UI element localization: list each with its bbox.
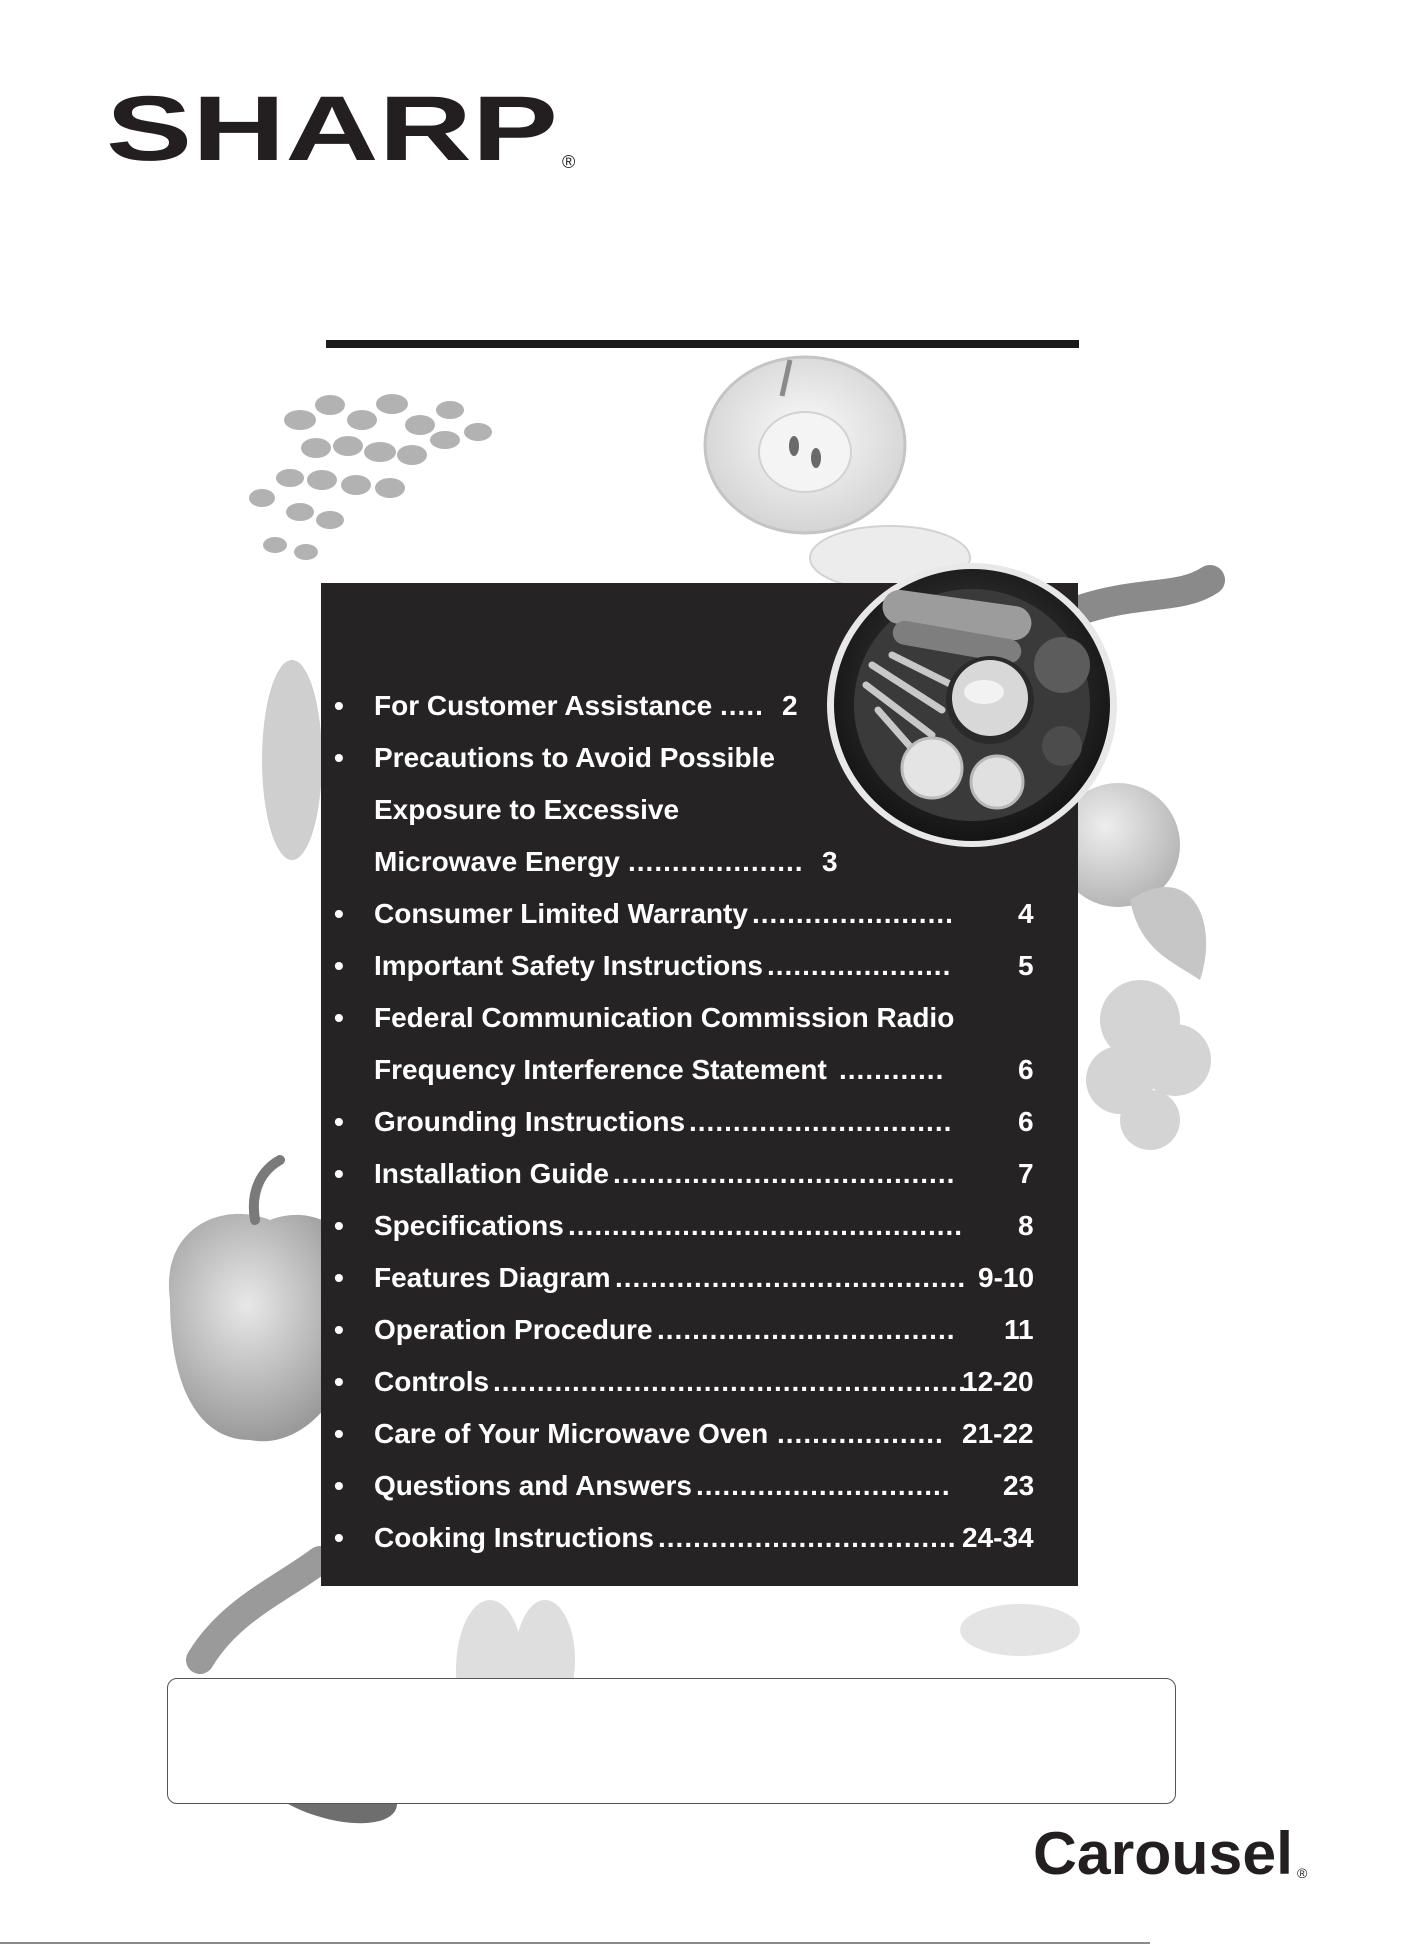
toc-page-number: 8 (1018, 1210, 1034, 1241)
toc-page-number: 6 (1018, 1106, 1034, 1137)
toc-dot-leader: ............................. (696, 1470, 951, 1501)
toc-page-number: 9-10 (978, 1262, 1035, 1293)
toc-item (334, 1304, 1054, 1356)
toc-dot-leader: .................................. (657, 1314, 956, 1345)
toc-page-number: 7 (1018, 1158, 1034, 1189)
toc-bullet: • (334, 690, 344, 721)
carousel-logo-icon (1033, 1822, 1315, 1888)
toc-item (334, 1408, 1054, 1460)
bottom-rule (0, 1942, 1150, 1944)
toc-bullet: • (334, 1470, 344, 1501)
toc-bullet: • (334, 1418, 344, 1449)
toc-page-number: 5 (1018, 950, 1034, 981)
toc-title: Grounding Instructions (374, 1106, 686, 1137)
toc-page-number: 24-34 (962, 1522, 1034, 1553)
toc-bullet: • (334, 1366, 344, 1397)
toc-item (334, 1200, 1054, 1252)
sharp-registered-mark: ® (562, 152, 576, 170)
toc-item (334, 1512, 1054, 1564)
toc-page-number: 3 (822, 846, 838, 877)
toc-item (334, 1460, 1054, 1512)
toc-page-number: 4 (1018, 898, 1034, 929)
toc-page-number: 12-20 (962, 1366, 1034, 1397)
toc-item (334, 1096, 1054, 1148)
toc-item (334, 888, 1054, 940)
toc-bullet: • (334, 1106, 344, 1137)
table-of-contents (334, 680, 1054, 1564)
toc-title: Important Safety Instructions (374, 950, 763, 981)
toc-bullet: • (334, 1210, 344, 1241)
toc-item (334, 1356, 1054, 1408)
toc-page-number: 6 (1018, 1054, 1034, 1085)
note-box (167, 1678, 1176, 1804)
toc-page-number: 11 (1004, 1314, 1034, 1345)
toc-title: Federal Communication Commission Radio (374, 1002, 955, 1033)
toc-line (334, 1304, 1054, 1356)
toc-page-number: 2 (782, 690, 798, 721)
toc-title: Controls (374, 1366, 490, 1397)
toc-title: Questions and Answers (374, 1470, 692, 1501)
toc-item (334, 1252, 1054, 1304)
toc-bullet: • (334, 742, 344, 773)
toc-bullet: • (334, 950, 344, 981)
toc-dot-leader: ..................... (767, 950, 952, 981)
toc-line (334, 1252, 1054, 1304)
toc-line (334, 940, 1054, 992)
toc-title: For Customer Assistance (374, 690, 713, 721)
toc-bullet: • (334, 1262, 344, 1293)
toc-title: Precautions to Avoid Possible (374, 742, 775, 773)
toc-line (334, 1200, 1054, 1252)
toc-item (334, 1148, 1054, 1200)
toc-title: Cooking Instructions (374, 1522, 654, 1553)
toc-title: Consumer Limited Warranty (374, 898, 748, 929)
toc-line (334, 888, 1054, 940)
toc-line (334, 784, 1054, 836)
toc-title: Care of Your Microwave Oven (374, 1418, 769, 1449)
toc-title: Microwave Energy (374, 846, 620, 877)
toc-bullet: • (334, 1002, 344, 1033)
toc-line (334, 1044, 1054, 1096)
sharp-logo-text: SHARP (106, 86, 558, 170)
toc-line (334, 1356, 1054, 1408)
toc-dot-leader: .................... (628, 846, 804, 877)
toc-dot-leader: ............................................. (568, 1210, 964, 1241)
carousel-logo-text: Carousel (1033, 1822, 1293, 1887)
toc-item (334, 940, 1054, 992)
toc-page-number: 21-22 (962, 1418, 1034, 1449)
toc-title: Installation Guide (374, 1158, 609, 1189)
toc-dot-leader: ............ (839, 1054, 945, 1085)
toc-dot-leader: .............................. (689, 1106, 953, 1137)
toc-dot-leader: ................... (777, 1418, 944, 1449)
toc-title: Specifications (374, 1210, 564, 1241)
toc-dot-leader: ....................................................... (493, 1366, 976, 1397)
toc-page-number: 23 (1003, 1470, 1035, 1501)
toc-line (334, 836, 1054, 888)
toc-title: Features Diagram (374, 1262, 611, 1293)
toc-dot-leader: .................................. (658, 1522, 957, 1553)
toc-bullet: • (334, 1314, 344, 1345)
toc-bullet: • (334, 1522, 344, 1553)
toc-line (334, 1460, 1054, 1512)
toc-bullet: • (334, 898, 344, 929)
toc-line (334, 1148, 1054, 1200)
toc-dot-leader: ..... (720, 690, 764, 721)
toc-item (334, 992, 1054, 1096)
toc-title: Exposure to Excessive (374, 794, 680, 825)
toc-dot-leader: ........................................ (615, 1262, 967, 1293)
title-rule (326, 340, 1079, 348)
toc-line (334, 992, 1054, 1044)
toc-item (334, 732, 1054, 888)
toc-line (334, 680, 1054, 732)
toc-dot-leader: ....................... (752, 898, 954, 929)
toc-item (334, 680, 1054, 732)
carousel-registered-mark: ® (1297, 1865, 1308, 1881)
sharp-logo-icon (106, 86, 591, 170)
toc-title: Operation Procedure (374, 1314, 653, 1345)
toc-bullet: • (334, 1158, 344, 1189)
toc-line (334, 1096, 1054, 1148)
toc-line (334, 1408, 1054, 1460)
toc-title: Frequency Interference Statement (374, 1054, 827, 1085)
toc-line (334, 732, 1054, 784)
toc-line (334, 1512, 1054, 1564)
toc-dot-leader: ....................................... (613, 1158, 956, 1189)
